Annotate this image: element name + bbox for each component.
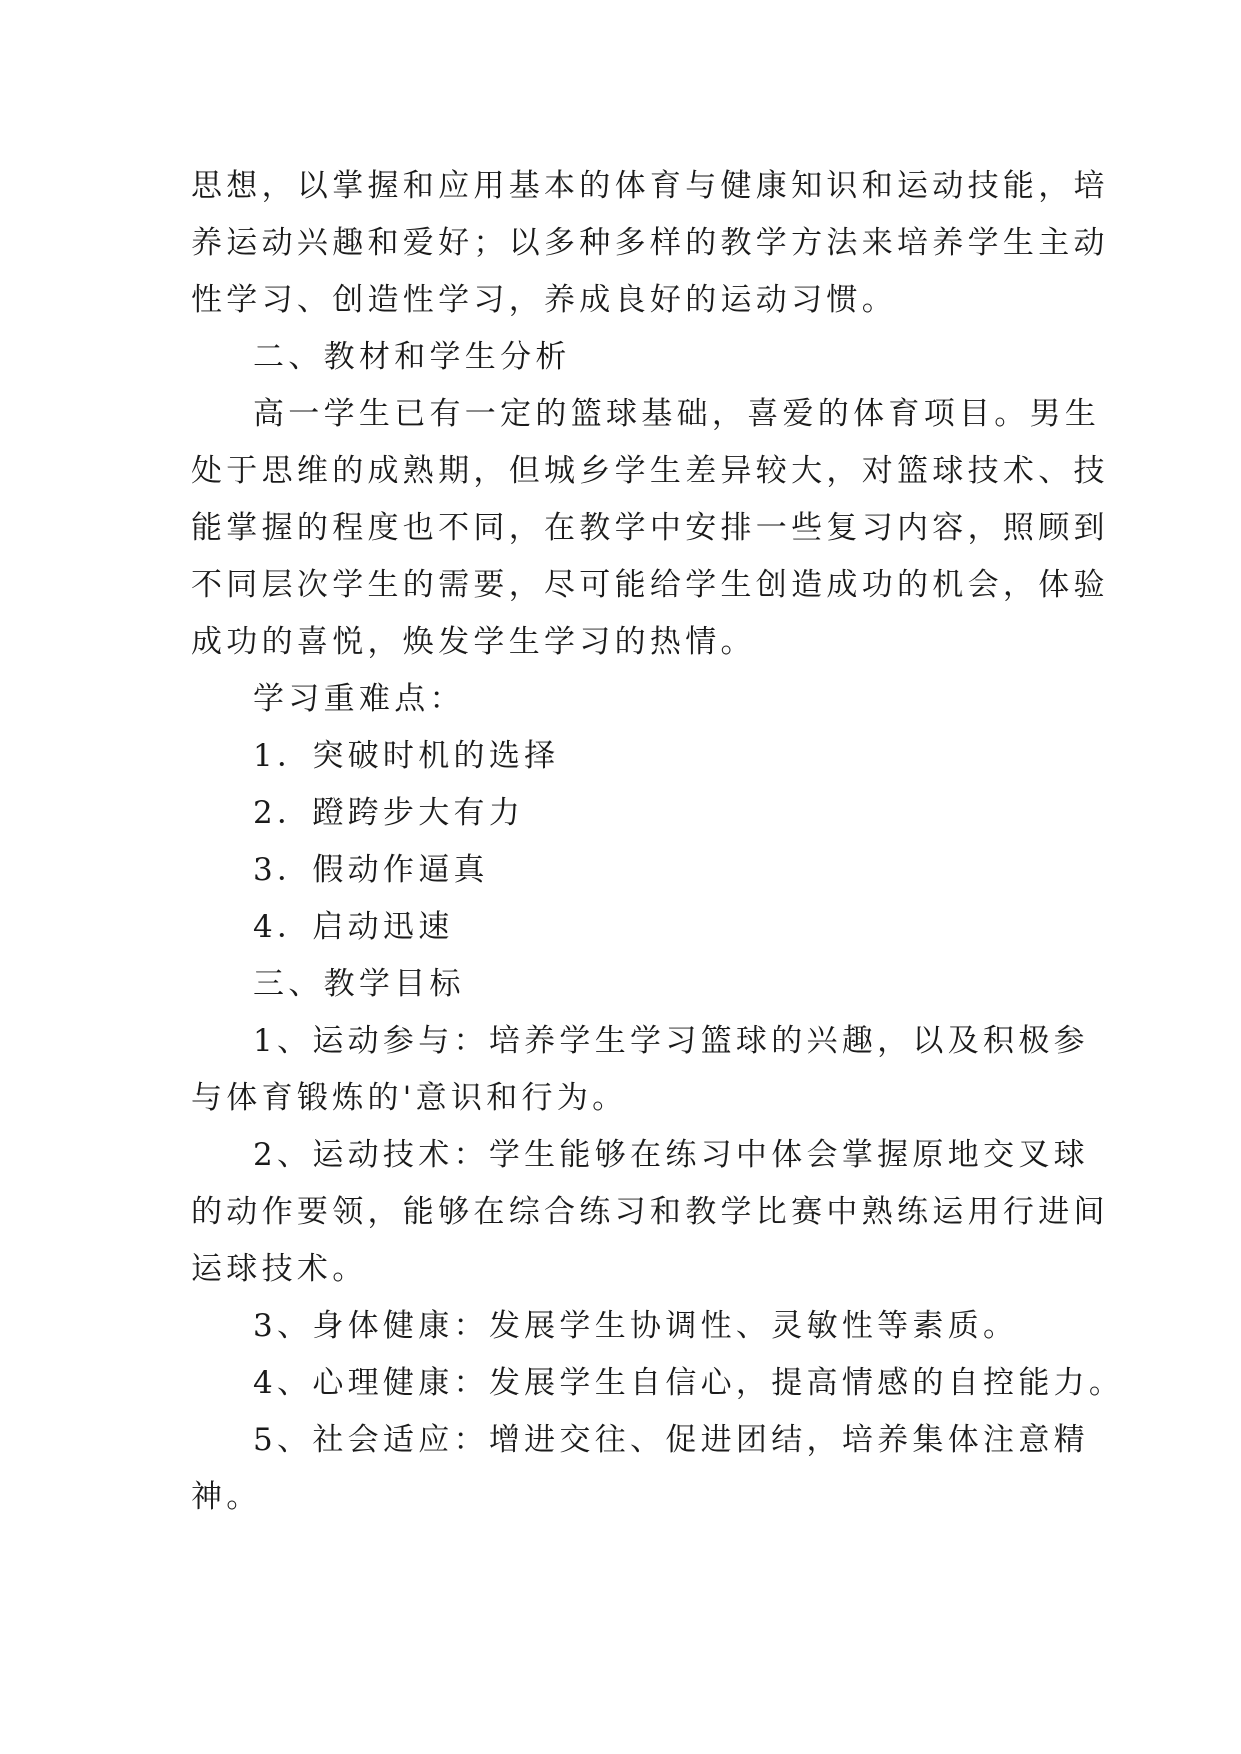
body-text-line: 高一学生已有一定的篮球基础，喜爱的体育项目。男生 [253, 396, 1101, 432]
body-text-line: 性学习、创造性学习，养成良好的运动习惯。 [191, 282, 897, 318]
list-item: 4．启动迅速 [253, 909, 454, 945]
body-text-line: 运球技术。 [191, 1251, 368, 1287]
list-item: 3．假动作逼真 [253, 852, 489, 888]
list-item: 1．突破时机的选择 [253, 738, 560, 774]
body-text-line: 与体育锻炼的'意识和行为。 [191, 1080, 628, 1116]
body-text-line: 不同层次学生的需要，尽可能给学生创造成功的机会，体验 [191, 567, 1109, 603]
subsection-label: 学习重难点： [253, 681, 465, 717]
body-text-line: 成功的喜悦，焕发学生学习的热情。 [191, 624, 756, 660]
list-item: 2、运动技术：学生能够在练习中体会掌握原地交叉球 [253, 1137, 1089, 1173]
list-item: 4、心理健康：发展学生自信心，提高情感的自控能力。 [253, 1365, 1125, 1401]
list-item: 2．蹬跨步大有力 [253, 795, 525, 831]
body-text-line: 思想，以掌握和应用基本的体育与健康知识和运动技能，培 [191, 168, 1109, 204]
list-item: 3、身体健康：发展学生协调性、灵敏性等素质。 [253, 1308, 1019, 1344]
body-text-line: 能掌握的程度也不同，在教学中安排一些复习内容，照顾到 [191, 510, 1109, 546]
section-heading: 二、教材和学生分析 [253, 339, 571, 375]
list-item: 1、运动参与：培养学生学习篮球的兴趣，以及积极参 [253, 1023, 1089, 1059]
section-heading: 三、教学目标 [253, 966, 465, 1002]
body-text-line: 养运动兴趣和爱好；以多种多样的教学方法来培养学生主动 [191, 225, 1109, 261]
body-text-line: 处于思维的成熟期，但城乡学生差异较大，对篮球技术、技 [191, 453, 1109, 489]
list-item: 5、社会适应：增进交往、促进团结，培养集体注意精 [253, 1422, 1089, 1458]
body-text-line: 的动作要领，能够在综合练习和教学比赛中熟练运用行进间 [191, 1194, 1109, 1230]
body-text-line: 神。 [191, 1479, 262, 1515]
